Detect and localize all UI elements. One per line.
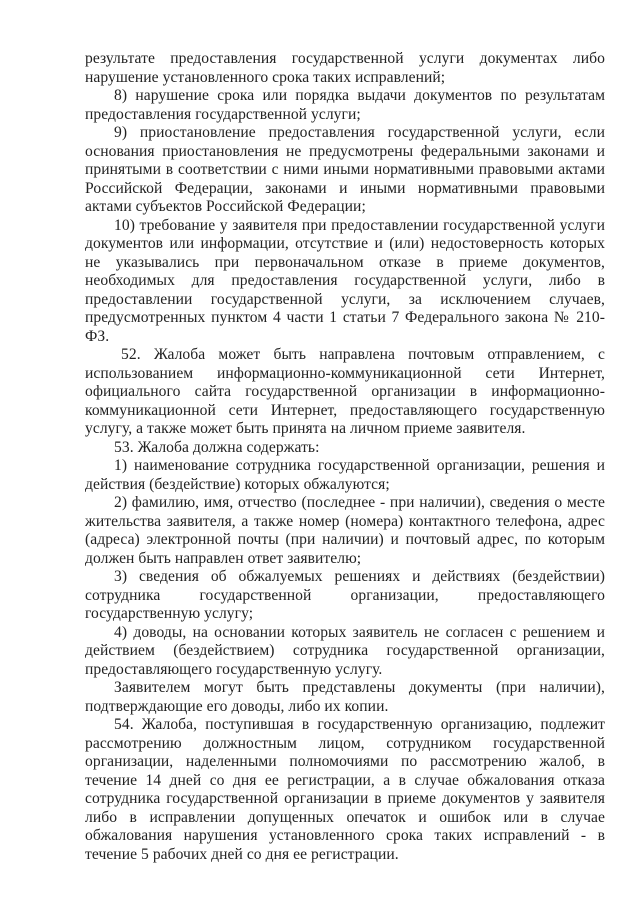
paragraph-item-9: 9) приостановление предоставления государственной услуги, если основания приостановления не предусмотрены федеральными законами и принятыми в соответствии с ними иными нормативными правовыми актами Российской Федерации, законами и иными нормативными правовыми актами субъектов Российской Федерации; [85, 124, 605, 215]
paragraph-item-8: 8) нарушение срока или порядка выдачи документов по результатам предоставления государственной услуги; [85, 87, 605, 123]
paragraph-item-10: 10) требование у заявителя при предоставлении государственной услуги документов или информации, отсутствие и (или) недостоверность которых не указывались при первоначальном отказе в приеме документов, необходимых для предоставления государственной услуги, либо в предоставлении государственной услуги, за исключением случаев, предусмотренных пунктом 4 части 1 статьи 7 Федерального закона № 210-ФЗ. [85, 216, 605, 345]
paragraph-clause-52: 52. Жалоба может быть направлена почтовым отправлением, с использованием информационно-коммуникационной сети Интернет, официального сайта государственной организации в информационно-коммуникационной сети Интернет, предоставляющего государственную услугу, а также может быть принята на личном приеме заявителя. [85, 346, 605, 437]
paragraph-clause-54: 54. Жалоба, поступившая в государственную организацию, подлежит рассмотрению должностным лицом, сотрудником государственной организации, наделенными полномочиями по рассмотрению жалоб, в течение 14 дней со дня ее регистрации, а в случае обжалования отказа сотрудника государственной организации в приеме документов у заявителя либо в исправлении допущенных опечаток и ошибок или в случае обжалования нарушения установленного срока таких исправлений - в течение 5 рабочих дней со дня ее регистрации. [85, 716, 605, 863]
document-body [85, 50, 605, 864]
paragraph-item-4: 4) доводы, на основании которых заявитель не согласен с решением и действием (бездействием) сотрудника государственной организации, предоставляющего государственную услугу. [85, 623, 605, 678]
paragraph-item-2: 2) фамилию, имя, отчество (последнее - при наличии), сведения о месте жительства заявителя, а также номер (номера) контактного телефона, адрес (адреса) электронной почты (при наличии) и почтовый адрес, по которым должен быть направлен ответ заявителю; [85, 494, 605, 567]
paragraph-item-3: 3) сведения об обжалуемых решениях и действиях (бездействии) сотрудника государственной организации, предоставляющего государственную услугу; [85, 568, 605, 622]
paragraph-evidence-note: Заявителем могут быть представлены документы (при наличии), подтверждающие его доводы, либо их копии. [85, 679, 605, 715]
paragraph-continuation: результате предоставления государственной услуги документах либо нарушение установленного срока таких исправлений; [85, 50, 605, 86]
paragraph-clause-53: 53. Жалоба должна содержать: [114, 438, 320, 456]
paragraph-item-1: 1) наименование сотрудника государственной организации, решения и действия (бездействие) которых обжалуются; [85, 457, 605, 493]
